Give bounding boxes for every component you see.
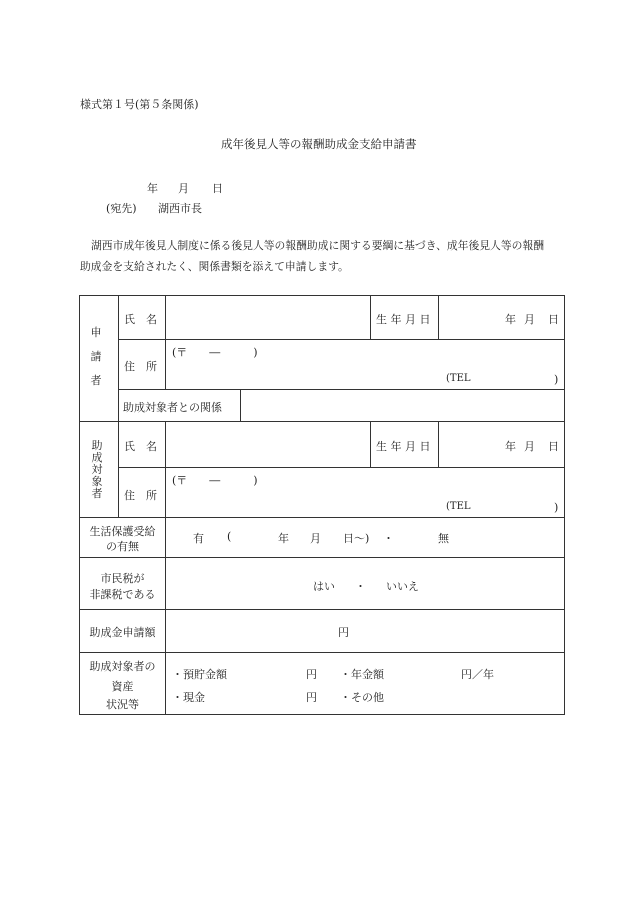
- welfare-day-from: 日～): [343, 532, 370, 545]
- date-month-label: 月: [178, 182, 189, 195]
- applicant-name-field[interactable]: [166, 296, 369, 338]
- tax-separator: ・: [355, 580, 366, 593]
- applicant-tel[interactable]: (TEL: [446, 373, 471, 384]
- subject-char-4: 象: [91, 475, 103, 488]
- form-title: 成年後見人等の報酬助成金支給申請書: [221, 137, 417, 151]
- welfare-no-option[interactable]: 無: [438, 532, 449, 545]
- amount-label: 助成金申請額: [89, 626, 156, 639]
- subject-dob-label: 生 年 月 日: [376, 440, 431, 453]
- tax-label-line-1: 市民税が: [100, 572, 145, 585]
- assets-savings-unit: 円: [306, 668, 317, 681]
- welfare-open-paren: (: [227, 530, 232, 543]
- addressee-label: (宛先): [106, 202, 137, 215]
- assets-label-line-2: 資産: [111, 680, 134, 693]
- welfare-label-line-2: の有無: [106, 540, 139, 553]
- applicant-char-1: 申: [90, 326, 102, 339]
- applicant-address-label: 住 所: [124, 360, 157, 373]
- subject-postal[interactable]: (〒 ― ): [172, 474, 258, 487]
- applicant-char-2: 請: [90, 350, 102, 363]
- welfare-year: 年: [278, 532, 289, 545]
- welfare-label-line-1: 生活保護受給: [89, 525, 156, 538]
- tax-yes-option[interactable]: はい: [313, 580, 335, 593]
- assets-label-line-1: 助成対象者の: [89, 660, 156, 673]
- subject-name-field[interactable]: [166, 422, 369, 466]
- addressee: 湖西市長: [158, 202, 202, 215]
- subject-char-5: 者: [91, 487, 103, 500]
- date-day-label: 日: [212, 182, 223, 195]
- tax-no-option[interactable]: いいえ: [386, 580, 419, 593]
- applicant-relation-field[interactable]: [241, 390, 564, 420]
- amount-unit: 円: [338, 626, 349, 639]
- applicant-postal[interactable]: (〒 ― ): [172, 346, 258, 359]
- assets-cash-label: ・現金: [172, 691, 205, 704]
- assets-savings-label: ・預貯金額: [172, 668, 227, 681]
- welfare-separator: ・: [383, 532, 394, 545]
- assets-other-label: ・その他: [340, 691, 384, 704]
- applicant-char-3: 者: [90, 374, 102, 387]
- welfare-month: 月: [310, 532, 321, 545]
- subject-tel-close: ): [554, 501, 559, 514]
- applicant-dob-day: 日: [548, 313, 559, 326]
- intro-line-1: 湖西市成年後見人制度に係る後見人等の報酬助成に関する要綱に基づき、成年後見人等の報酬: [91, 239, 545, 252]
- form-number: 様式第１号(第５条関係): [80, 98, 199, 111]
- subject-name-label: 氏 名: [124, 440, 157, 453]
- assets-cash-unit: 円: [306, 691, 317, 704]
- assets-pension-label: ・年金額: [340, 668, 384, 681]
- subject-dob-month: 月: [524, 440, 535, 453]
- tax-label-line-2: 非課税である: [89, 588, 156, 601]
- subject-char-2: 成: [91, 451, 103, 464]
- assets-pension-unit: 円／年: [461, 668, 494, 681]
- applicant-relation-label: 助成対象者との関係: [123, 401, 222, 414]
- assets-label-line-3: 状況等: [106, 698, 139, 711]
- amount-field[interactable]: [166, 610, 564, 651]
- subject-address-label: 住 所: [124, 489, 157, 502]
- intro-line-2: 助成金を支給されたく、関係書類を添えて申請します。: [80, 260, 349, 273]
- applicant-dob-year: 年: [505, 313, 516, 326]
- subject-char-3: 対: [91, 463, 103, 476]
- subject-char-1: 助: [91, 439, 103, 452]
- applicant-dob-month: 月: [524, 313, 535, 326]
- applicant-dob-label: 生 年 月 日: [376, 313, 431, 326]
- applicant-tel-close: ): [554, 373, 559, 386]
- date-year-label: 年: [147, 182, 158, 195]
- subject-dob-year: 年: [505, 440, 516, 453]
- subject-dob-day: 日: [548, 440, 559, 453]
- welfare-yes-option[interactable]: 有: [193, 532, 204, 545]
- subject-tel[interactable]: (TEL: [446, 501, 471, 512]
- applicant-name-label: 氏 名: [124, 313, 157, 326]
